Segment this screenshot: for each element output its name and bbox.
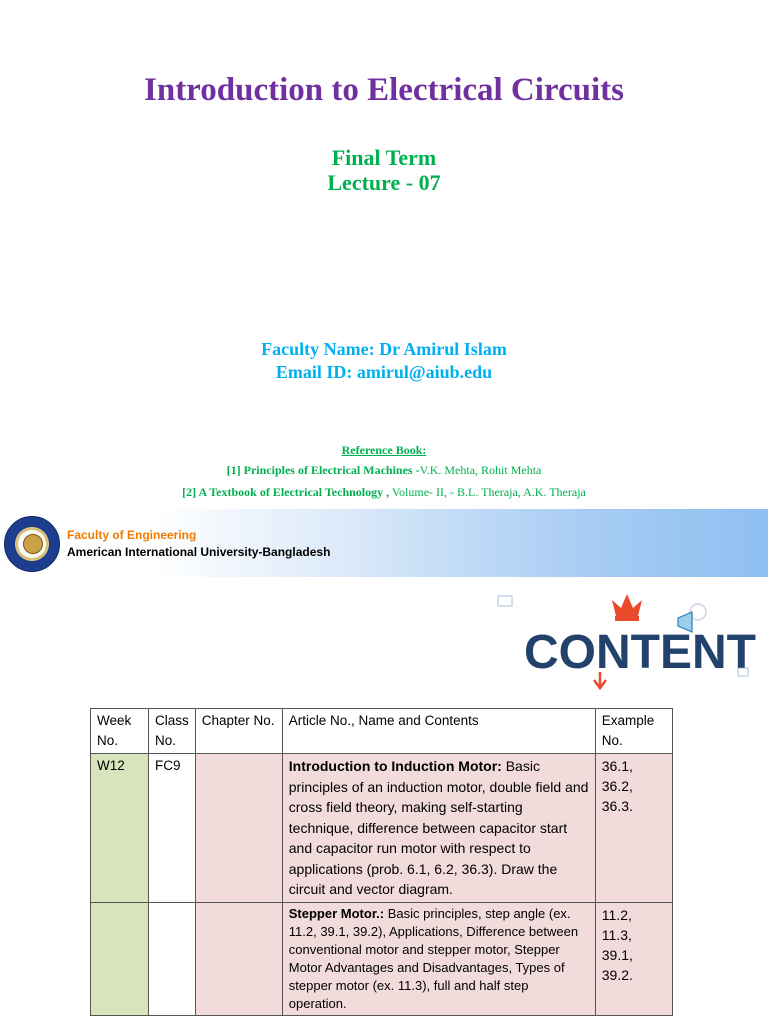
header-week: Week No. <box>91 709 149 754</box>
footer-faculty: Faculty of Engineering <box>67 528 197 542</box>
content-logo <box>488 582 758 694</box>
header-chapter: Chapter No. <box>195 709 282 754</box>
svg-text:CONTENT: CONTENT <box>524 626 756 679</box>
header-class: Class No. <box>149 709 196 754</box>
reference-2-title: [2] A Textbook of Electrical Technology , <box>182 485 390 499</box>
row1-example: 36.1, 36.2, 36.3. <box>595 754 672 903</box>
row2-contents-text: Basic principles, step angle (ex. 11.2, 39.1, 39.2), Applications, Difference between conventional motor and stepper motor, Stepper Motor Advantages and Disadvantages, Types of stepper motor (ex. 11.3), full and half step operation. <box>288 905 579 1011</box>
reference-heading: Reference Book: <box>341 443 427 457</box>
reference-2-authors: Volume- II, - B.L. Theraja, A.K. Theraja <box>389 485 586 499</box>
reference-1-title: [1] Principles of Electrical Machines - <box>226 463 420 477</box>
faculty-email: Email ID: amirul@aiub.edu <box>275 362 493 382</box>
row1-contents-text: Basic principles of an induction motor, double field and cross field theory, making self-starting technique, difference between capacitor start and capacitor run motor with respect to applications (prob. 6.1, 6.2, 36.3). Draw the circuit and vector diagram. <box>288 758 589 897</box>
lecture-label: Lecture - 07 <box>327 170 441 195</box>
row2-contents-title: Stepper Motor.: <box>288 905 385 921</box>
table-row <box>91 754 673 903</box>
row1-chapter <box>195 754 282 903</box>
row1-contents-title: Introduction to Induction Motor: <box>288 758 502 774</box>
faculty-name: Faculty Name: Dr Amirul Islam <box>261 339 507 359</box>
header-example: Example No. <box>595 709 672 754</box>
content-slide <box>0 582 768 1024</box>
table-header-row <box>91 709 673 754</box>
row2-example: 11.2, 11.3, 39.1, 39.2. <box>595 902 672 1015</box>
row2-chapter <box>195 902 282 1015</box>
table-row <box>91 902 673 1015</box>
row1-class: FC9 <box>149 754 196 903</box>
footer-university: American International University-Bangladesh <box>67 545 331 559</box>
reference-1-authors: V.K. Mehta, Rohit Mehta <box>419 463 542 477</box>
university-seal-icon <box>4 516 60 572</box>
footer-band <box>0 509 768 577</box>
row2-contents <box>282 902 595 1015</box>
term-label: Final Term <box>331 145 437 170</box>
course-title: Introduction to Electrical Circuits <box>144 72 624 108</box>
header-contents: Article No., Name and Contents <box>282 709 595 754</box>
row1-week: W12 <box>91 754 149 903</box>
reference-1 <box>0 463 768 478</box>
row2-week <box>91 902 149 1015</box>
reference-2 <box>0 485 768 500</box>
crown-icon <box>612 594 642 621</box>
row1-contents <box>282 754 595 903</box>
syllabus-table <box>90 708 673 1016</box>
row2-class <box>149 902 196 1015</box>
